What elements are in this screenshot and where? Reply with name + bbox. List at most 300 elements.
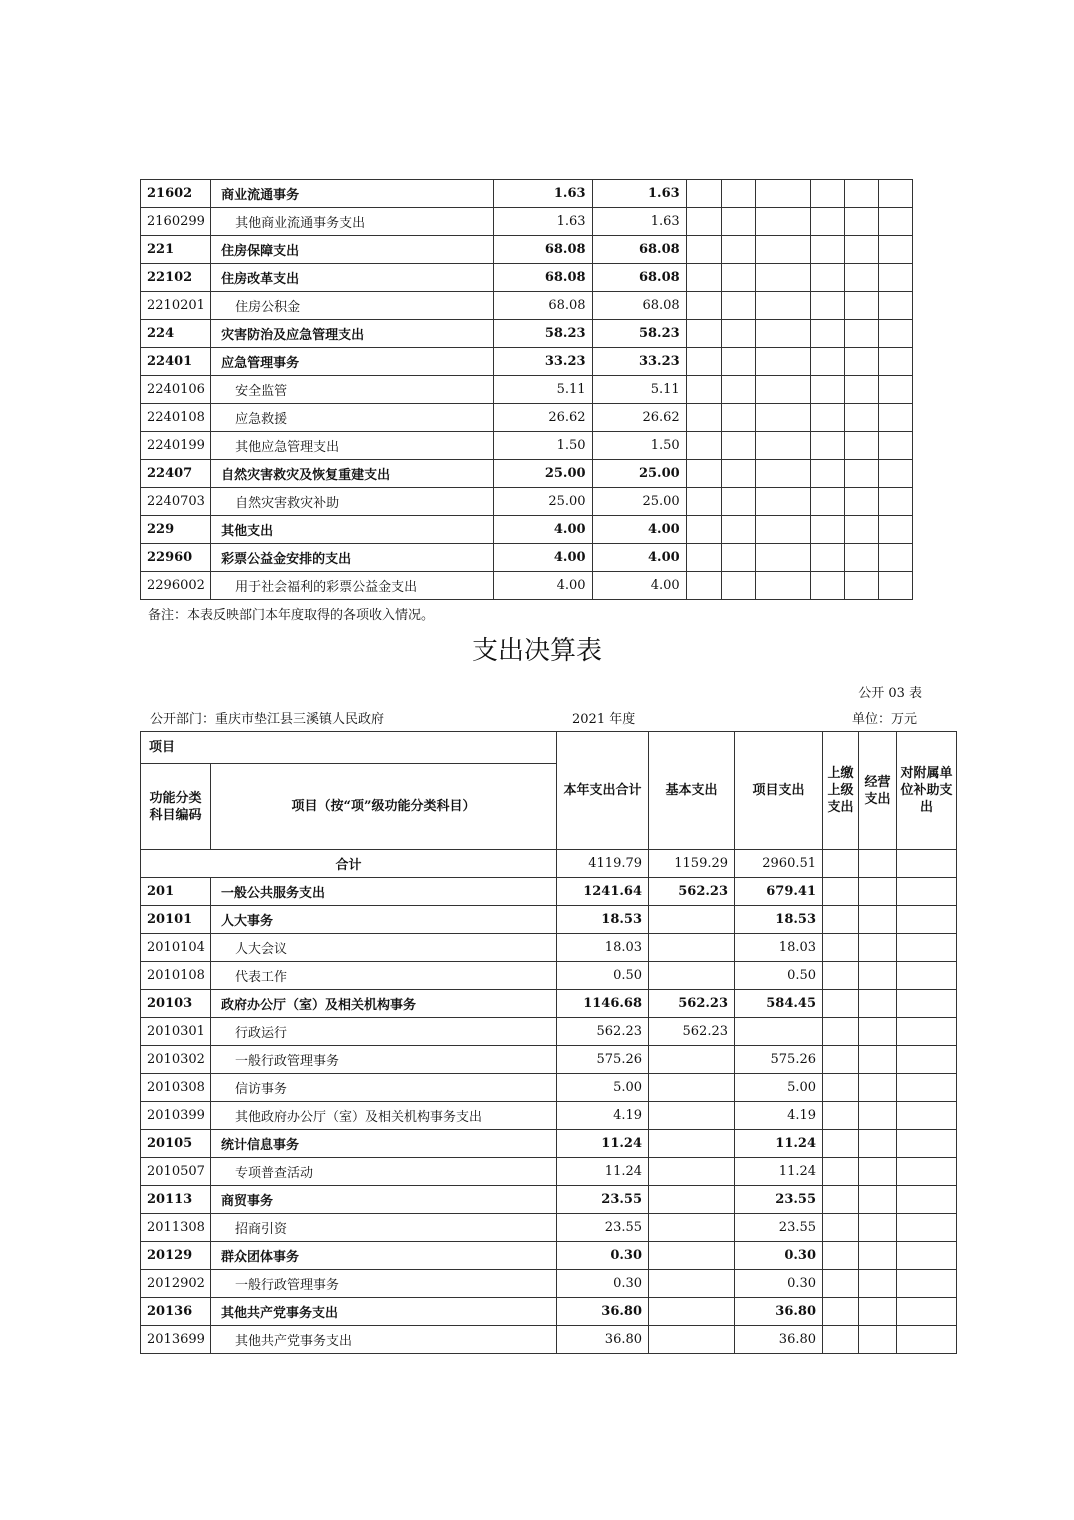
empty-cell	[878, 460, 912, 488]
row-project: 4.19	[735, 1102, 823, 1130]
row-basic	[649, 1326, 735, 1354]
row-name: 商贸事务	[211, 1186, 557, 1214]
row-basic	[649, 1298, 735, 1326]
empty-cell	[686, 572, 721, 600]
row-code: 2010302	[141, 1046, 211, 1074]
row-code: 224	[141, 320, 211, 348]
empty-cell	[755, 404, 810, 432]
table-row	[141, 1298, 957, 1326]
row-code: 21602	[141, 180, 211, 208]
table-row	[141, 1130, 957, 1158]
empty-cell	[810, 460, 844, 488]
row-total: 1.63	[494, 180, 592, 208]
empty-cell	[897, 1130, 957, 1158]
empty-cell	[823, 1242, 859, 1270]
row-name: 用于社会福利的彩票公益金支出	[211, 572, 494, 600]
header-project-expense: 项目支出	[735, 732, 823, 850]
row-basic	[649, 1074, 735, 1102]
empty-cell	[859, 1270, 897, 1298]
unit-label: 单位：万元	[852, 712, 918, 727]
row-project: 0.30	[735, 1270, 823, 1298]
empty-cell	[897, 1074, 957, 1102]
table-row	[141, 460, 913, 488]
form-number: 公开 03 表	[858, 686, 922, 701]
row-basic: 68.08	[592, 292, 686, 320]
row-total: 1241.64	[557, 878, 649, 906]
row-basic: 5.11	[592, 376, 686, 404]
empty-cell	[755, 432, 810, 460]
row-total: 18.03	[557, 934, 649, 962]
table-row	[141, 292, 913, 320]
row-total: 5.00	[557, 1074, 649, 1102]
empty-cell	[721, 488, 755, 516]
row-basic	[649, 1242, 735, 1270]
empty-cell	[844, 236, 878, 264]
empty-cell	[686, 348, 721, 376]
empty-cell	[878, 264, 912, 292]
empty-cell	[844, 460, 878, 488]
department-label: 公开部门：重庆市垫江县三溪镇人民政府	[150, 712, 385, 727]
empty-cell	[897, 1270, 957, 1298]
table-row	[141, 1018, 957, 1046]
empty-cell	[844, 180, 878, 208]
empty-cell	[810, 572, 844, 600]
row-name: 商业流通事务	[211, 180, 494, 208]
empty-cell	[878, 432, 912, 460]
row-name: 住房改革支出	[211, 264, 494, 292]
empty-cell	[897, 1298, 957, 1326]
table-row	[141, 1242, 957, 1270]
empty-cell	[878, 180, 912, 208]
table-row	[141, 906, 957, 934]
row-name: 自然灾害救灾补助	[211, 488, 494, 516]
row-total: 562.23	[557, 1018, 649, 1046]
row-basic	[649, 962, 735, 990]
empty-cell	[844, 292, 878, 320]
empty-cell	[755, 544, 810, 572]
row-total: 26.62	[494, 404, 592, 432]
empty-cell	[721, 320, 755, 348]
empty-cell	[859, 934, 897, 962]
row-basic	[649, 1214, 735, 1242]
empty-cell	[823, 1102, 859, 1130]
row-project: 23.55	[735, 1214, 823, 1242]
empty-cell	[897, 1242, 957, 1270]
empty-cell	[859, 1298, 897, 1326]
row-total: 4.00	[494, 544, 592, 572]
empty-cell	[686, 208, 721, 236]
empty-cell	[686, 236, 721, 264]
table-row	[141, 1046, 957, 1074]
empty-cell	[823, 1074, 859, 1102]
empty-cell	[721, 432, 755, 460]
row-code: 2010399	[141, 1102, 211, 1130]
empty-cell	[686, 180, 721, 208]
empty-cell	[897, 1102, 957, 1130]
empty-cell	[823, 934, 859, 962]
row-name: 其他共产党事务支出	[211, 1298, 557, 1326]
empty-cell	[859, 1186, 897, 1214]
row-code: 2296002	[141, 572, 211, 600]
empty-cell	[844, 348, 878, 376]
table-row	[141, 962, 957, 990]
row-code: 20101	[141, 906, 211, 934]
row-code: 2240199	[141, 432, 211, 460]
empty-cell	[859, 1214, 897, 1242]
empty-cell	[897, 990, 957, 1018]
empty-cell	[686, 432, 721, 460]
empty-cell	[823, 1130, 859, 1158]
row-code: 229	[141, 516, 211, 544]
row-basic: 562.23	[649, 1018, 735, 1046]
row-code: 2210201	[141, 292, 211, 320]
row-basic	[649, 1158, 735, 1186]
row-project: 36.80	[735, 1298, 823, 1326]
row-total: 25.00	[494, 460, 592, 488]
row-project: 36.80	[735, 1326, 823, 1354]
empty-cell	[897, 1158, 957, 1186]
empty-cell	[823, 1158, 859, 1186]
empty-cell	[897, 1214, 957, 1242]
row-basic: 4.00	[592, 516, 686, 544]
empty-cell	[859, 990, 897, 1018]
table-row	[141, 990, 957, 1018]
empty-cell	[878, 348, 912, 376]
empty-cell	[686, 264, 721, 292]
empty-cell	[823, 1298, 859, 1326]
table-row	[141, 404, 913, 432]
row-total: 36.80	[557, 1326, 649, 1354]
row-name: 彩票公益金安排的支出	[211, 544, 494, 572]
header-business: 经营支出	[859, 732, 897, 850]
empty-cell	[897, 1186, 957, 1214]
row-code: 2010301	[141, 1018, 211, 1046]
table-row	[141, 516, 913, 544]
row-name: 专项普查活动	[211, 1158, 557, 1186]
row-basic: 1.63	[592, 208, 686, 236]
row-code: 2010104	[141, 934, 211, 962]
empty-cell	[823, 1214, 859, 1242]
empty-cell	[686, 292, 721, 320]
empty-cell	[844, 544, 878, 572]
row-project	[735, 1018, 823, 1046]
empty-cell	[844, 264, 878, 292]
row-code: 2160299	[141, 208, 211, 236]
row-total: 11.24	[557, 1158, 649, 1186]
row-code: 2240106	[141, 376, 211, 404]
empty-cell	[844, 432, 878, 460]
empty-cell	[686, 488, 721, 516]
empty-cell	[810, 432, 844, 460]
table-note: 备注：本表反映部门本年度取得的各项收入情况。	[148, 608, 435, 623]
revenue-table-continued	[140, 179, 913, 600]
row-code: 22407	[141, 460, 211, 488]
empty-cell	[844, 488, 878, 516]
empty-cell	[844, 208, 878, 236]
row-project: 0.50	[735, 962, 823, 990]
row-name: 群众团体事务	[211, 1242, 557, 1270]
empty-cell	[755, 488, 810, 516]
row-code: 2010507	[141, 1158, 211, 1186]
row-name: 应急救援	[211, 404, 494, 432]
empty-cell	[721, 404, 755, 432]
empty-cell	[810, 544, 844, 572]
empty-cell	[755, 320, 810, 348]
empty-cell	[755, 292, 810, 320]
row-project: 11.24	[735, 1158, 823, 1186]
empty-cell	[859, 1074, 897, 1102]
row-project: 18.03	[735, 934, 823, 962]
empty-cell	[844, 516, 878, 544]
empty-cell	[878, 516, 912, 544]
row-basic: 4.00	[592, 572, 686, 600]
row-name: 自然灾害救灾及恢复重建支出	[211, 460, 494, 488]
row-code: 20105	[141, 1130, 211, 1158]
empty-cell	[859, 1046, 897, 1074]
empty-cell	[810, 404, 844, 432]
header-total: 本年支出合计	[557, 732, 649, 850]
row-total: 11.24	[557, 1130, 649, 1158]
row-total: 4.00	[494, 572, 592, 600]
row-code: 20113	[141, 1186, 211, 1214]
empty-cell	[823, 1326, 859, 1354]
table-row	[141, 1214, 957, 1242]
table-row	[141, 1074, 957, 1102]
empty-cell	[823, 1186, 859, 1214]
header-code: 功能分类科目编码	[141, 764, 211, 850]
row-total: 23.55	[557, 1214, 649, 1242]
empty-cell	[878, 236, 912, 264]
empty-cell	[878, 488, 912, 516]
empty-cell	[859, 1326, 897, 1354]
empty-cell	[859, 906, 897, 934]
empty-cell	[686, 516, 721, 544]
row-project: 18.53	[735, 906, 823, 934]
row-code: 2012902	[141, 1270, 211, 1298]
total-project: 2960.51	[735, 850, 823, 878]
row-total: 68.08	[494, 264, 592, 292]
table-row	[141, 1102, 957, 1130]
empty-cell	[686, 320, 721, 348]
empty-cell	[878, 376, 912, 404]
empty-cell	[897, 906, 957, 934]
empty-cell	[810, 488, 844, 516]
row-name: 其他支出	[211, 516, 494, 544]
page-title: 支出决算表	[471, 636, 602, 666]
total-row	[141, 850, 957, 878]
empty-cell	[823, 1270, 859, 1298]
empty-cell	[721, 348, 755, 376]
row-name: 安全监管	[211, 376, 494, 404]
empty-cell	[897, 934, 957, 962]
empty-cell	[755, 376, 810, 404]
header-name: 项目（按“项”级功能分类科目）	[211, 764, 557, 850]
empty-cell	[755, 236, 810, 264]
row-name: 一般公共服务支出	[211, 878, 557, 906]
row-total: 36.80	[557, 1298, 649, 1326]
row-code: 221	[141, 236, 211, 264]
row-basic	[649, 1270, 735, 1298]
row-code: 2010108	[141, 962, 211, 990]
empty-cell	[810, 292, 844, 320]
table-row	[141, 236, 913, 264]
row-basic	[649, 934, 735, 962]
row-code: 2240108	[141, 404, 211, 432]
table-row	[141, 320, 913, 348]
row-name: 政府办公厅（室）及相关机构事务	[211, 990, 557, 1018]
table-row	[141, 544, 913, 572]
row-basic: 33.23	[592, 348, 686, 376]
empty-cell	[844, 320, 878, 348]
row-code: 201	[141, 878, 211, 906]
row-total: 58.23	[494, 320, 592, 348]
header-subsidy: 对附属单位补助支出	[897, 732, 957, 850]
empty-cell	[859, 1130, 897, 1158]
empty-cell	[810, 320, 844, 348]
row-code: 20136	[141, 1298, 211, 1326]
empty-cell	[897, 962, 957, 990]
row-total: 4.19	[557, 1102, 649, 1130]
total-amount: 4119.79	[557, 850, 649, 878]
row-project: 0.30	[735, 1242, 823, 1270]
empty-cell	[721, 236, 755, 264]
empty-cell	[755, 208, 810, 236]
row-total: 1146.68	[557, 990, 649, 1018]
row-total: 4.00	[494, 516, 592, 544]
row-name: 应急管理事务	[211, 348, 494, 376]
row-name: 一般行政管理事务	[211, 1046, 557, 1074]
empty-cell	[755, 516, 810, 544]
table-row	[141, 208, 913, 236]
table-row	[141, 878, 957, 906]
row-name: 信访事务	[211, 1074, 557, 1102]
table-row	[141, 572, 913, 600]
table-row	[141, 1270, 957, 1298]
empty-cell	[897, 878, 957, 906]
row-total: 0.50	[557, 962, 649, 990]
row-basic: 58.23	[592, 320, 686, 348]
empty-cell	[897, 1018, 957, 1046]
row-project: 23.55	[735, 1186, 823, 1214]
empty-cell	[721, 516, 755, 544]
empty-cell	[721, 572, 755, 600]
row-basic: 26.62	[592, 404, 686, 432]
row-total: 575.26	[557, 1046, 649, 1074]
row-project: 5.00	[735, 1074, 823, 1102]
table-row	[141, 1158, 957, 1186]
header-project: 项目	[141, 732, 557, 764]
row-basic: 68.08	[592, 236, 686, 264]
row-basic: 4.00	[592, 544, 686, 572]
expenditure-table	[140, 731, 957, 1354]
empty-cell	[823, 878, 859, 906]
empty-cell	[878, 208, 912, 236]
empty-cell	[721, 544, 755, 572]
total-basic: 1159.29	[649, 850, 735, 878]
row-total: 0.30	[557, 1242, 649, 1270]
row-name: 代表工作	[211, 962, 557, 990]
row-code: 2013699	[141, 1326, 211, 1354]
row-total: 5.11	[494, 376, 592, 404]
empty-cell	[859, 1102, 897, 1130]
empty-cell	[878, 404, 912, 432]
empty-cell	[755, 460, 810, 488]
empty-cell	[823, 1046, 859, 1074]
empty-cell	[686, 376, 721, 404]
row-total: 0.30	[557, 1270, 649, 1298]
empty-cell	[755, 264, 810, 292]
row-basic	[649, 1102, 735, 1130]
empty-cell	[810, 180, 844, 208]
row-name: 行政运行	[211, 1018, 557, 1046]
empty-cell	[823, 990, 859, 1018]
empty-cell	[721, 264, 755, 292]
row-total: 68.08	[494, 292, 592, 320]
empty-cell	[686, 544, 721, 572]
empty-cell	[823, 1018, 859, 1046]
row-name: 其他应急管理支出	[211, 432, 494, 460]
empty-cell	[721, 208, 755, 236]
year-label: 2021 年度	[572, 712, 636, 727]
empty-cell	[878, 544, 912, 572]
row-name: 住房保障支出	[211, 236, 494, 264]
row-name: 统计信息事务	[211, 1130, 557, 1158]
row-basic	[649, 906, 735, 934]
empty-cell	[755, 572, 810, 600]
empty-cell	[810, 516, 844, 544]
row-project: 575.26	[735, 1046, 823, 1074]
empty-cell	[897, 1046, 957, 1074]
empty-cell	[810, 236, 844, 264]
row-basic: 25.00	[592, 460, 686, 488]
row-basic: 1.63	[592, 180, 686, 208]
row-total: 25.00	[494, 488, 592, 516]
row-name: 其他商业流通事务支出	[211, 208, 494, 236]
row-basic: 25.00	[592, 488, 686, 516]
empty-cell	[823, 906, 859, 934]
row-basic: 562.23	[649, 878, 735, 906]
row-name: 灾害防治及应急管理支出	[211, 320, 494, 348]
row-basic: 1.50	[592, 432, 686, 460]
table-row	[141, 1186, 957, 1214]
empty-cell	[859, 1242, 897, 1270]
table-row	[141, 432, 913, 460]
row-project: 584.45	[735, 990, 823, 1018]
row-name: 人大事务	[211, 906, 557, 934]
table-row	[141, 348, 913, 376]
empty-cell	[844, 572, 878, 600]
empty-cell	[686, 460, 721, 488]
row-code: 22960	[141, 544, 211, 572]
row-project: 11.24	[735, 1130, 823, 1158]
empty-cell	[859, 1158, 897, 1186]
empty-cell	[721, 180, 755, 208]
row-code: 2240703	[141, 488, 211, 516]
row-total: 1.63	[494, 208, 592, 236]
empty-cell	[878, 320, 912, 348]
row-name: 人大会议	[211, 934, 557, 962]
row-name: 住房公积金	[211, 292, 494, 320]
empty-cell	[810, 264, 844, 292]
row-total: 1.50	[494, 432, 592, 460]
empty-cell	[755, 180, 810, 208]
empty-cell	[859, 962, 897, 990]
table-row	[141, 376, 913, 404]
table-row	[141, 488, 913, 516]
empty-cell	[721, 460, 755, 488]
row-code: 22102	[141, 264, 211, 292]
empty-cell	[755, 348, 810, 376]
